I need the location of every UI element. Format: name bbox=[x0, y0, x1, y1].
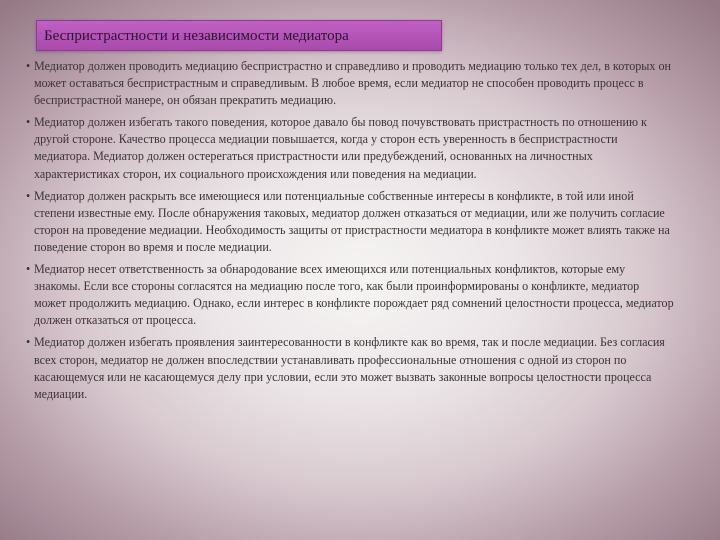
bullet-item bbox=[26, 114, 674, 182]
bullet-item bbox=[26, 334, 674, 402]
bullet-icon: • bbox=[26, 262, 31, 277]
bullet-item bbox=[26, 58, 674, 109]
bullet-text: Медиатор должен избегать проявления заинтересованности в конфликте как во время, так и после медиации. Без согласия всех сторон, медиатор не должен впоследствии устанавливать профессиональные отношения с одной из сторон по касающемуся или не касающемуся делу при условии, если это может вызвать законные вопросы целостности процесса медиации. bbox=[34, 335, 665, 401]
bullet-text: Медиатор должен раскрыть все имеющиеся или потенциальные собственные интересы в конфликте, в той или иной степени известные ему. После обнаружения таковых, медиатор должен отказаться от медиации, или же получить согласие сторон на проведение медиации. Необходимость защиты от пристрастности медиатора в конфликте может влиять также на поведение сторон во время и после медиации. bbox=[34, 188, 670, 254]
title-bar bbox=[36, 20, 442, 51]
bullet-text: Медиатор должен проводить медиацию беспристрастно и справедливо и проводить медиацию только тех дел, в которых он может оставаться беспристрастным и справедливым. В любое время, если медиатор не способен проводить процесс в беспристрастной манере, он обязан прекратить медиацию. bbox=[34, 59, 672, 108]
bullet-icon: • bbox=[26, 115, 31, 130]
bullet-icon: • bbox=[26, 59, 31, 73]
slide-title: Беспристрастности и независимости медиатора bbox=[44, 28, 349, 44]
bullet-icon: • bbox=[26, 335, 31, 350]
bullet-text: Медиатор должен избегать такого поведения, которое давало бы повод почувствовать пристрастность по отношению к другой стороне. Качество процесса медиации повышается, когда у сторон есть уверенность в беспристрастности медиатора. Медиатор должен остерегаться пристрастности или предубеждений, основанных на личностных характеристиках сторон, их социального происхождения или поведения на медиации. bbox=[34, 115, 647, 181]
bullet-icon: • bbox=[26, 188, 31, 203]
bullet-text: Медиатор несет ответственность за обнародование всех имеющихся или потенциальных конфликтов, которые ему знакомы. Если все стороны согласятся на медиацию после того, как были проинформированы о конфликте, медиатор может продолжить медиацию. Однако, если интерес в конфликте порождает ряд сомнений целостности процесса, медиатор должен отказаться от процесса. bbox=[34, 262, 674, 328]
bullet-item bbox=[26, 188, 674, 256]
bullet-list bbox=[26, 58, 674, 408]
bullet-item bbox=[26, 261, 674, 329]
